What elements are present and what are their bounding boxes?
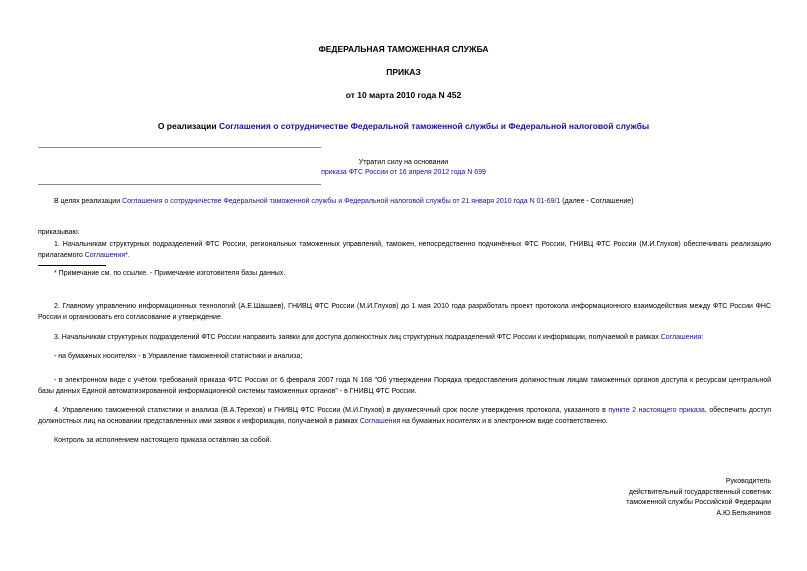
paragraph-3 — [38, 332, 771, 343]
footnote-rule — [38, 265, 106, 266]
p4-text-b: , обеспечить доступ должностных лиц на основании представленных ими заявок к информации, получаемой в рамках — [38, 407, 771, 425]
p4-text-c: на бумажных носителях и в электронном виде соответственно. — [400, 418, 608, 425]
preamble-agreement-link[interactable]: Соглашения о сотрудничестве Федеральной таможенной службы и Федеральной налоговой службы от 21 января 2010 года N 01-69/1 — [122, 198, 561, 205]
status-line-1: Утратил силу на основании — [358, 159, 449, 166]
footnote: * Примечание см. по ссылке. - Примечание изготовителя базы данных. — [54, 270, 286, 277]
agency-heading: ФЕДЕРАЛЬНАЯ ТАМОЖЕННАЯ СЛУЖБА — [318, 44, 489, 54]
signature-service: таможенной службы Российской Федерации — [626, 499, 771, 506]
title-agreement-link[interactable]: Соглашения о сотрудничестве Федеральной таможенной службы и Федеральной налоговой службы — [218, 121, 650, 131]
preamble-text-a: В целях реализации — [54, 198, 123, 205]
doc-type-heading: ПРИКАЗ — [386, 67, 421, 77]
signature-block — [626, 477, 771, 519]
status-rule-bottom — [38, 184, 321, 185]
title-prefix: О реализации — [157, 121, 219, 131]
paragraph-4 — [38, 405, 771, 427]
p3-text-b: : — [701, 334, 704, 341]
paragraph-3-item-2: - в электронном виде с учётом требований приказа ФТС России от 6 февраля 2007 года N 168 "Об утверждении Порядка предоставления должностным лицам таможенных органов доступа к ресурсам центральной базы данных Единой автоматизированной информационной системы таможенных органов" - в ГНИВЦ ФТС России. — [38, 377, 771, 395]
document-title — [0, 121, 807, 131]
p3-text-a: 3. Начальникам структурных подразделений ФТС России направить заявки для доступа должностных лиц структурных подразделений ФТС России к информации, получаемой в рамках — [54, 334, 661, 341]
paragraph-1 — [38, 239, 771, 261]
signature-name: А.Ю.Бельянинов — [716, 509, 771, 517]
preamble — [54, 198, 634, 205]
p4-text-a: 4. Управлению таможенной статистики и анализа (В.А.Терехов) и ГНИВЦ ФТС России (М.И.Глухов) в двухмесячный срок после утверждения протокола, указанного в — [54, 407, 609, 414]
paragraph-5: Контроль за исполнением настоящего приказа оставляю за собой. — [54, 437, 272, 444]
p1-agreement-link[interactable]: Соглашения — [84, 252, 126, 259]
paragraph-2: 2. Главному управлению информационных технологий (А.Е.Шашаев), ГНИВЦ ФТС России (М.И.Глухов) до 1 мая 2010 года разработать проект протокола информационного взаимодействия между ФТС России ФНС России и организовать его согласование и утверждение. — [38, 303, 771, 321]
status-repeal-link[interactable]: приказа ФТС России от 16 апреля 2012 года N 699 — [321, 169, 486, 176]
signature-rank: действительный государственный советник — [628, 488, 771, 496]
order-word: приказываю: — [38, 229, 80, 236]
p4-agreement-link[interactable]: Соглашения — [359, 418, 401, 425]
status-rule-top — [38, 147, 321, 148]
p1-text-a: 1. Начальникам структурных подразделений ФТС России, региональных таможенных управлений, таможен, непосредственно подчинённых ФТС России, ГНИВЦ ФТС России (М.И.Глухов) обеспечивать реализацию прилагаемого — [38, 241, 771, 259]
preamble-text-b: (далее - Соглашение) — [560, 198, 634, 205]
date-number-heading: от 10 марта 2010 года N 452 — [345, 90, 462, 100]
p4-point-2-link[interactable]: пункте 2 настоящего приказа — [608, 407, 705, 414]
paragraph-3-item-1: - на бумажных носителях - в Управление таможенной статистики и анализа; — [54, 353, 303, 360]
p3-agreement-link[interactable]: Соглашения — [660, 334, 702, 341]
signature-position: Руководитель — [725, 478, 771, 485]
p1-text-b: *. — [125, 252, 130, 259]
